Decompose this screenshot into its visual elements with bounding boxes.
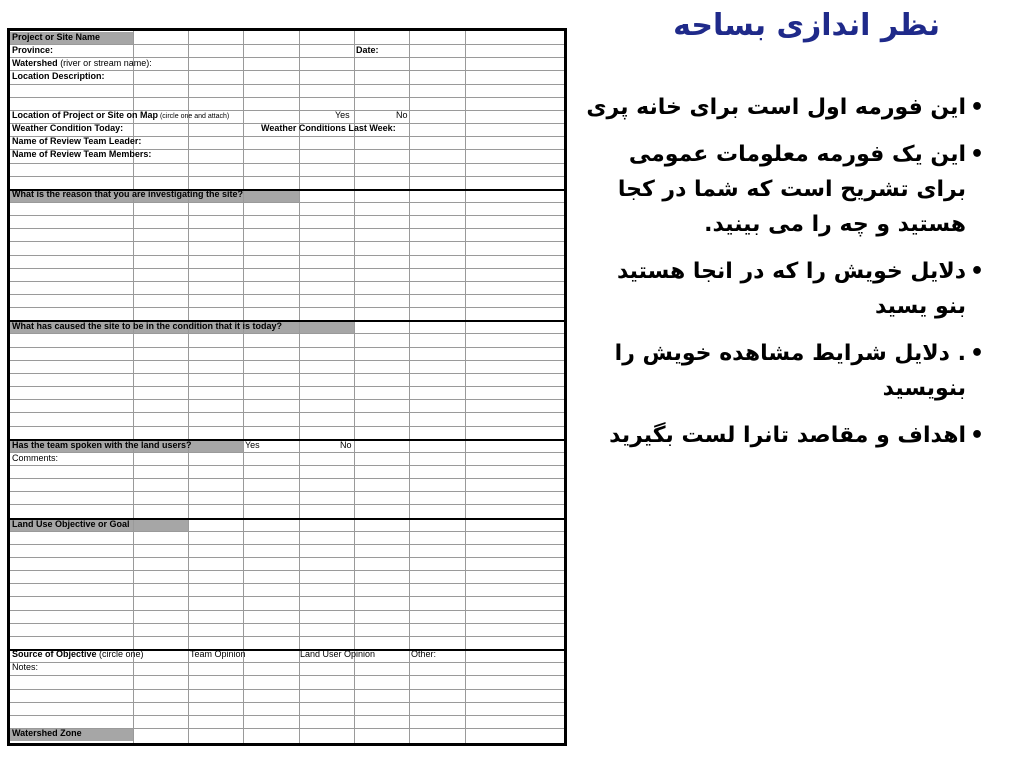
other-option[interactable]: Other: <box>411 649 437 659</box>
grid-row-line <box>10 583 564 584</box>
weather-today-label: Weather Condition Today: <box>12 123 124 133</box>
grid-row-line <box>10 202 564 203</box>
spoken-question: Has the team spoken with the land users? <box>12 440 192 450</box>
location-description-label: Location Description: <box>12 71 105 81</box>
watershed-label-bold: Watershed <box>12 58 58 68</box>
grid-row-line <box>10 570 564 571</box>
reason-question: What is the reason that you are investigating the site? <box>12 189 244 199</box>
location-map-text: Location of Project or Site on Map <box>12 110 159 120</box>
bullet-item <box>584 254 984 324</box>
spoken-no-option[interactable]: No <box>340 440 352 450</box>
source-label <box>12 648 144 660</box>
notes-label: Notes: <box>12 662 39 672</box>
grid-row-line <box>10 412 564 413</box>
bullet-item <box>584 90 984 125</box>
grid-row-line <box>10 44 564 45</box>
bullet-dot-icon: • <box>969 341 984 366</box>
bullet-text: . دلایل شرایط مشاهده خویش را بنویسید <box>614 341 966 401</box>
grid-row-line <box>10 399 564 400</box>
grid-row-line <box>10 386 564 387</box>
grid-row-line <box>10 623 564 624</box>
grid-row-line <box>10 728 564 729</box>
province-label: Province: <box>12 45 54 55</box>
project-name-label: Project or Site Name <box>12 32 101 42</box>
grid-row-line <box>10 255 564 256</box>
grid-row-line <box>10 689 564 690</box>
team-leader-label: Name of Review Team Leader: <box>12 136 142 146</box>
weather-last-week-label: Weather Conditions Last Week: <box>261 123 396 133</box>
grid-row-line <box>10 97 564 98</box>
bullet-text: این یک فورمه معلومات عمومی برای تشریح است که شما در کجا هستید و چه را می بینید. <box>617 142 966 237</box>
spoken-yes-option[interactable]: Yes <box>245 440 260 450</box>
grid-row-line <box>10 504 564 505</box>
bullet-dot-icon: • <box>969 423 984 448</box>
grid-row-line <box>10 478 564 479</box>
grid-row-line <box>10 662 564 663</box>
grid-row-line <box>10 347 564 348</box>
caused-question: What has caused the site to be in the condition that it is today? <box>12 321 283 331</box>
source-label-rest: (circle one) <box>96 649 144 659</box>
grid-row-line <box>10 426 564 427</box>
team-members-label: Name of Review Team Members: <box>12 149 152 159</box>
watershed-label-rest: (river or stream name): <box>57 58 152 68</box>
grid-row-line <box>10 702 564 703</box>
objective-label: Land Use Objective or Goal <box>12 519 130 529</box>
grid-row-line <box>10 491 564 492</box>
grid-row-line <box>10 241 564 242</box>
grid-row-line <box>10 307 564 308</box>
bullet-text: اهداف و مقاصد تانرا لست بگیرید <box>609 423 966 448</box>
location-map-note: (circle one and attach) <box>158 113 230 120</box>
source-label-bold: Source of Objective <box>12 649 97 659</box>
grid-row-line <box>10 531 564 532</box>
grid-row-line <box>10 176 564 177</box>
bullet-text: این فورمه اول است برای خانه پری <box>586 95 966 120</box>
grid-row-line <box>10 84 564 85</box>
grid-row-line <box>10 675 564 676</box>
location-map-label <box>12 109 229 123</box>
grid-row-line <box>10 294 564 295</box>
grid-row-line <box>10 610 564 611</box>
grid-row-line <box>10 596 564 597</box>
team-opinion-option[interactable]: Team Opinion <box>190 649 246 659</box>
watershed-label <box>12 57 152 69</box>
bullet-dot-icon: • <box>969 142 984 167</box>
grid-row-line <box>10 715 564 716</box>
bullet-item <box>584 137 984 242</box>
grid-row-line <box>10 452 564 453</box>
slide-title: نظر اندازی بساحه <box>673 8 940 43</box>
land-user-opinion-option[interactable]: Land User Opinion <box>300 649 376 659</box>
bullet-item <box>584 418 984 453</box>
grid-row-line <box>10 465 564 466</box>
bullet-dot-icon: • <box>969 95 984 120</box>
grid-row-line <box>10 544 564 545</box>
watershed-zone-label: Watershed Zone <box>12 728 82 738</box>
map-yes-option[interactable]: Yes <box>335 110 350 120</box>
bullet-text: دلایل خویش را که در انجا هستید بنو یسید <box>616 259 966 319</box>
grid-row-line <box>10 333 564 334</box>
bullet-list <box>584 90 984 465</box>
site-assessment-form <box>7 28 567 746</box>
map-no-option[interactable]: No <box>396 110 408 120</box>
grid-row-line <box>10 163 564 164</box>
grid-row-line <box>10 228 564 229</box>
grid-row-line <box>10 215 564 216</box>
bullet-item <box>584 336 984 406</box>
grid-row-line <box>10 373 564 374</box>
grid-row-line <box>10 360 564 361</box>
date-label: Date: <box>356 45 379 55</box>
grid-row-line <box>10 636 564 637</box>
bullet-dot-icon: • <box>969 259 984 284</box>
grid-row-line <box>10 557 564 558</box>
comments-label: Comments: <box>12 453 59 463</box>
grid-row-line <box>10 268 564 269</box>
grid-row-line <box>10 281 564 282</box>
